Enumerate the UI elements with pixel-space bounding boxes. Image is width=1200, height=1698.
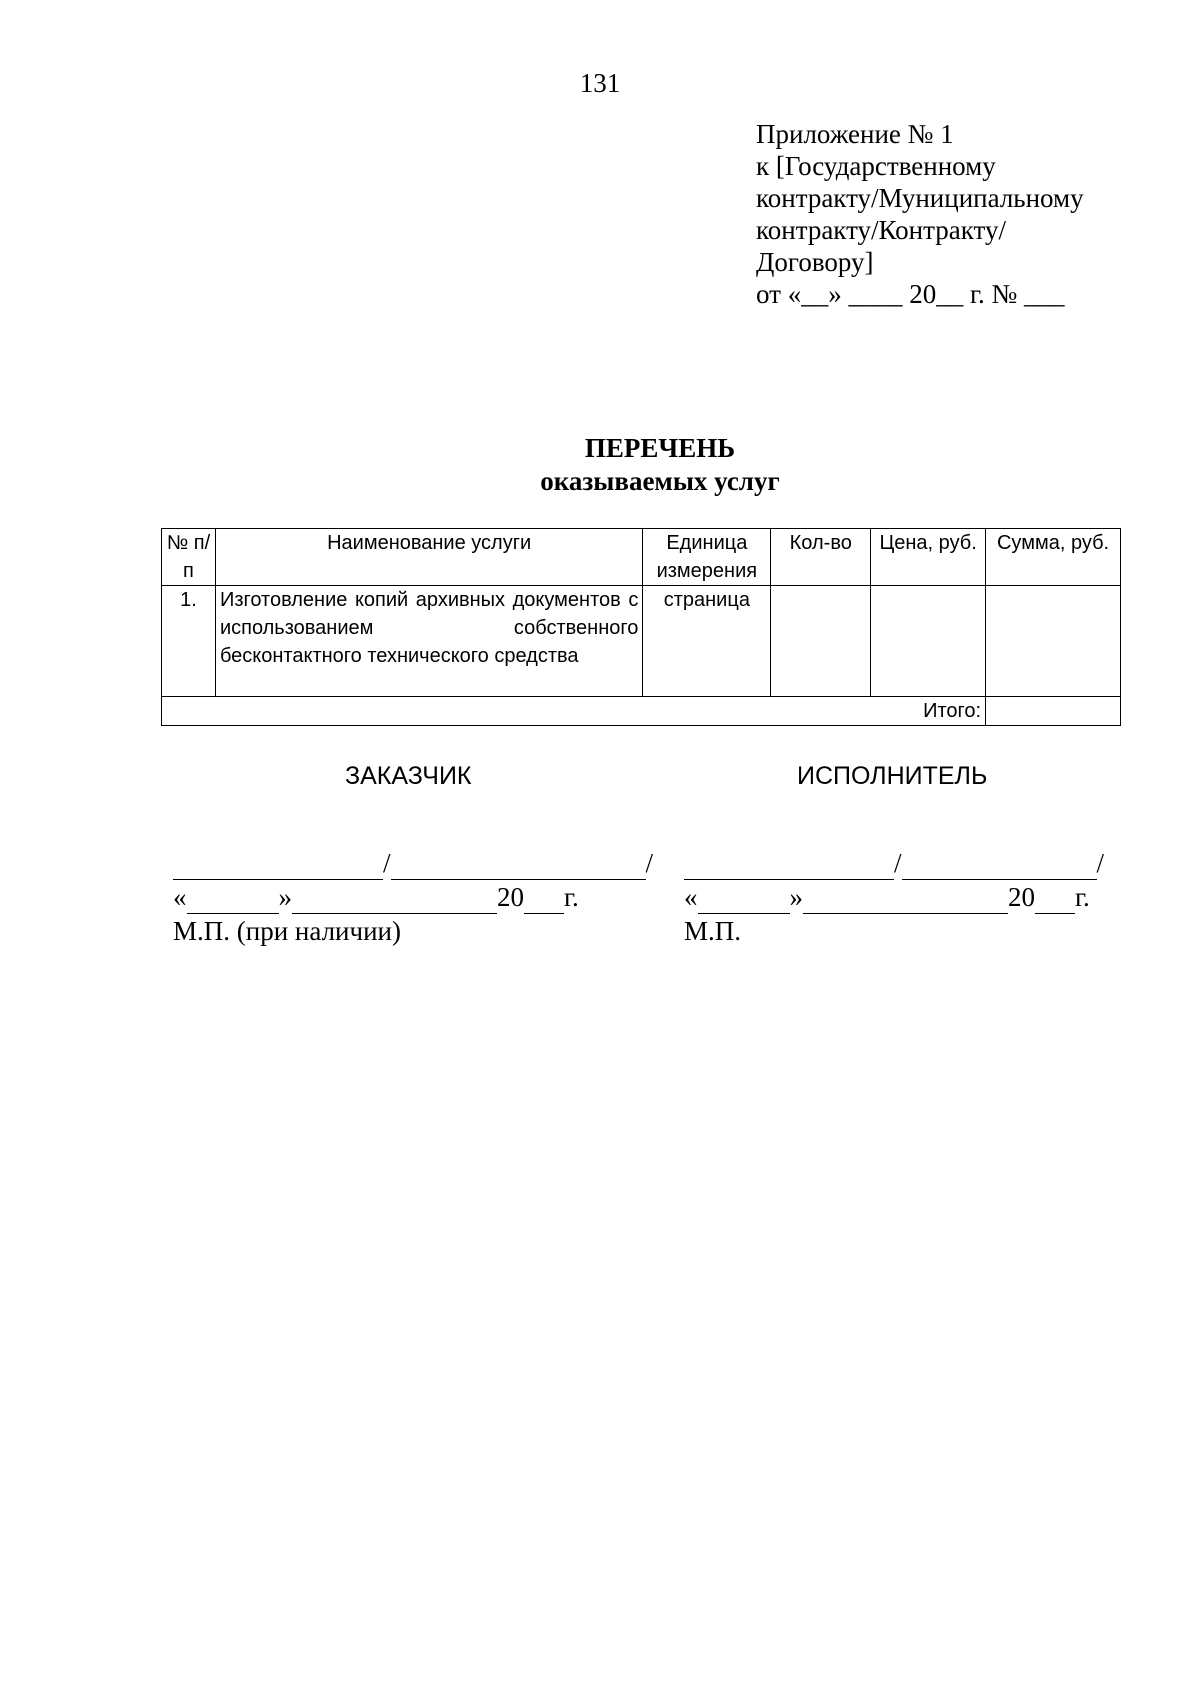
appendix-line: Приложение № 1	[756, 119, 954, 149]
quote-open: «	[684, 882, 698, 912]
day-blank	[698, 887, 790, 914]
signature-line	[684, 846, 1104, 880]
title-sub: оказываемых услуг	[540, 466, 780, 496]
cell-unit: страница	[643, 586, 771, 697]
appendix-line: к [Государственному	[756, 151, 996, 181]
quote-close: »	[789, 882, 803, 912]
stamp-label: М.П. (при наличии)	[173, 916, 401, 946]
header-sum: Сумма, руб.	[986, 529, 1121, 586]
appendix-line: контракту/Контракту/	[756, 215, 1006, 245]
slash-separator: /	[1096, 848, 1105, 878]
total-value	[986, 697, 1121, 726]
year-prefix: 20	[497, 882, 524, 912]
page-number: 131	[579, 68, 621, 98]
day-blank	[187, 887, 279, 914]
header-num: № п/п	[162, 529, 216, 586]
header-name: Наименование услуги	[215, 529, 642, 586]
signature-line	[173, 846, 653, 880]
cell-sum	[986, 586, 1121, 697]
quote-close: »	[278, 882, 292, 912]
header-unit: Единица измерения	[643, 529, 771, 586]
quote-open: «	[173, 882, 187, 912]
cell-num: 1.	[162, 586, 216, 697]
slash-separator: /	[383, 848, 391, 878]
signature-blank	[684, 853, 894, 880]
executor-title: ИСПОЛНИТЕЛЬ	[797, 762, 988, 790]
year-blank	[524, 887, 564, 914]
cell-price	[871, 586, 986, 697]
date-line	[684, 880, 1104, 914]
appendix-line: контракту/Муниципальному	[756, 183, 1084, 213]
date-line	[173, 880, 653, 914]
month-blank	[803, 887, 1008, 914]
slash-separator: /	[894, 848, 902, 878]
signature-blank	[173, 853, 383, 880]
customer-title: ЗАКАЗЧИК	[345, 762, 472, 790]
year-suffix: г.	[1075, 882, 1090, 912]
cell-name: Изготовление копий архивных документов с использованием собственного бесконтактного технического средства	[215, 586, 642, 697]
appendix-block	[756, 118, 1156, 310]
table-row	[162, 586, 1121, 697]
year-suffix: г.	[564, 882, 579, 912]
executor-signature-block	[684, 846, 1104, 948]
document-title	[0, 432, 1200, 498]
appendix-line: от «__» ____ 20__ г. № ___	[756, 279, 1065, 309]
year-prefix: 20	[1008, 882, 1035, 912]
name-blank	[902, 853, 1097, 880]
appendix-line: Договору]	[756, 247, 874, 277]
total-label: Итого:	[162, 697, 986, 726]
header-qty: Кол-во	[771, 529, 871, 586]
total-row	[162, 697, 1121, 726]
table-header-row	[162, 529, 1121, 586]
customer-signature-block	[173, 846, 653, 948]
name-blank	[391, 853, 646, 880]
cell-qty	[771, 586, 871, 697]
year-blank	[1035, 887, 1075, 914]
slash-separator: /	[645, 848, 654, 878]
title-main: ПЕРЕЧЕНЬ	[584, 433, 736, 463]
month-blank	[292, 887, 497, 914]
stamp-label: М.П.	[684, 916, 742, 946]
services-table	[161, 528, 1121, 726]
header-price: Цена, руб.	[871, 529, 986, 586]
